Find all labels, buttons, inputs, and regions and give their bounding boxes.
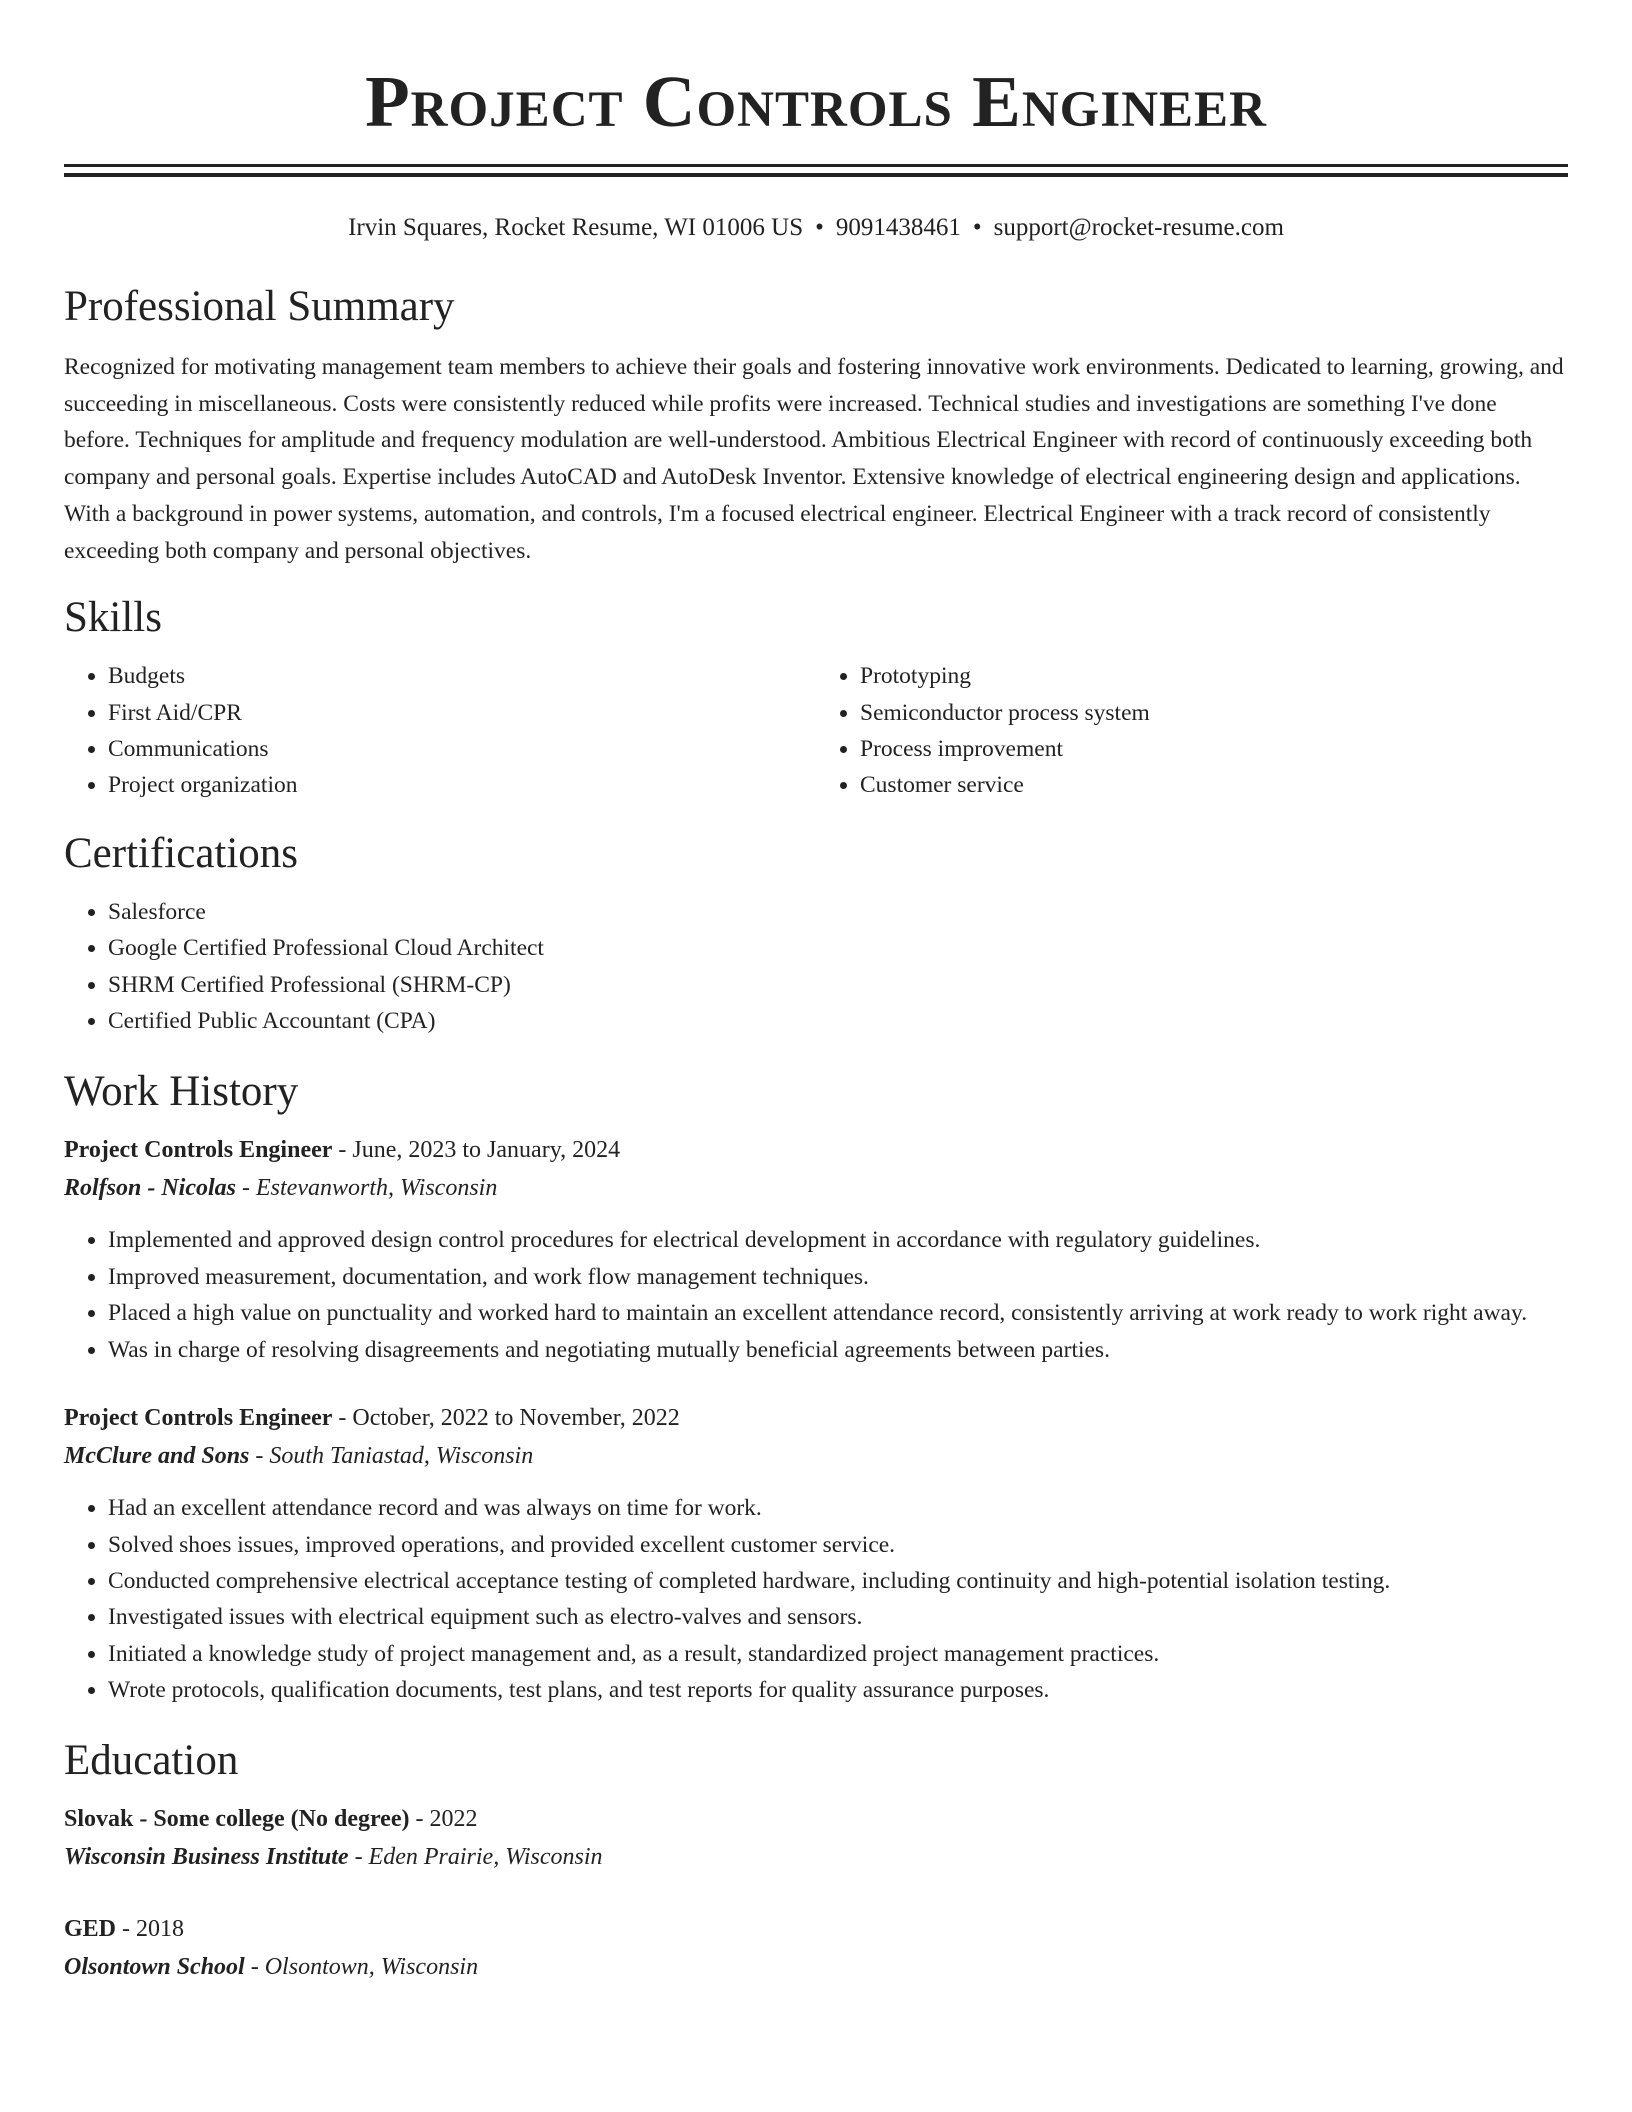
job-dates: - October, 2022 to November, 2022: [332, 1405, 680, 1432]
header-divider: [64, 164, 1568, 177]
job-bullet: • Was in charge of resolving disagreements and negotiating mutually beneficial agreements between parties.: [108, 1332, 1568, 1368]
job-position: Project Controls Engineer: [64, 1137, 333, 1164]
contact-address: Irvin Squares, Rocket Resume, WI 01006 US: [348, 214, 804, 241]
education-location: - Olsontown, Wisconsin: [244, 1953, 479, 1980]
education-school-line: [64, 1948, 1568, 1987]
skill-item: • Project organization: [108, 767, 816, 803]
job-bullet: • Placed a high value on punctuality and worked hard to maintain an excellent attendance record, consistently arriving at work ready to work right away.: [108, 1295, 1568, 1331]
skill-item: • Budgets: [108, 658, 816, 694]
job-bullet: • Implemented and approved design control procedures for electrical development in accordance with regulatory guidelines.: [108, 1222, 1568, 1258]
job-company: McClure and Sons: [64, 1443, 250, 1470]
skills-grid: [64, 658, 1568, 804]
education-entry: [64, 1800, 1568, 1877]
job-position: Project Controls Engineer: [64, 1405, 333, 1432]
contact-phone: 9091438461: [835, 214, 961, 241]
job-location: - Estevanworth, Wisconsin: [236, 1175, 498, 1202]
job-bullets: [64, 1222, 1568, 1368]
contact-email: support@rocket-resume.com: [993, 214, 1284, 241]
education-degree-line: [64, 1800, 1568, 1838]
education-year: - 2018: [116, 1915, 185, 1942]
education-degree: GED: [64, 1915, 117, 1942]
job-company: Rolfson - Nicolas: [64, 1175, 237, 1202]
education-year: - 2022: [409, 1805, 478, 1832]
certification-item: • Salesforce: [108, 894, 1568, 930]
certification-item: • SHRM Certified Professional (SHRM-CP): [108, 967, 1568, 1003]
job-bullet: • Conducted comprehensive electrical acceptance testing of completed hardware, including continuity and high-potential isolation testing.: [108, 1563, 1568, 1599]
job-title-line: [64, 1131, 1568, 1169]
skill-item: • Communications: [108, 731, 816, 767]
certification-item: • Google Certified Professional Cloud Architect: [108, 930, 1568, 966]
education-heading: Education: [64, 1736, 239, 1784]
skill-item: • Process improvement: [860, 731, 1568, 767]
contact-separator: •: [815, 214, 824, 241]
job-entry: [64, 1131, 1568, 1368]
divider-line-top: [64, 164, 1568, 167]
certification-item: • Certified Public Accountant (CPA): [108, 1003, 1568, 1039]
certifications-list: [64, 894, 1568, 1040]
skills-heading: Skills: [64, 594, 162, 642]
education-degree: Slovak - Some college (No degree): [64, 1805, 410, 1832]
education-school: Olsontown School: [64, 1953, 245, 1980]
job-bullet: • Had an excellent attendance record and was always on time for work.: [108, 1490, 1568, 1526]
summary-heading: Professional Summary: [64, 283, 455, 330]
resume-title: Project Controls Engineer: [365, 61, 1267, 142]
education-school: Wisconsin Business Institute: [64, 1843, 349, 1870]
job-company-line: [64, 1169, 1568, 1208]
contact-separator: •: [972, 214, 982, 241]
skill-item: • Prototyping: [860, 658, 1568, 694]
job-dates: - June, 2023 to January, 2024: [332, 1137, 621, 1164]
job-bullet: • Improved measurement, documentation, and work flow management techniques.: [108, 1259, 1568, 1295]
job-bullets: [64, 1490, 1568, 1708]
skill-item: • First Aid/CPR: [108, 695, 816, 731]
education-entry: [64, 1910, 1568, 1987]
education-location: - Eden Prairie, Wisconsin: [348, 1843, 603, 1870]
skills-list-right: [816, 658, 1568, 804]
job-location: - South Taniastad, Wisconsin: [249, 1443, 534, 1470]
skills-list-left: [64, 658, 816, 804]
job-entry: [64, 1399, 1568, 1708]
divider-line-bottom: [64, 173, 1568, 177]
work-history-heading: Work History: [64, 1068, 299, 1116]
job-bullet: • Investigated issues with electrical equipment such as electro-valves and sensors.: [108, 1599, 1568, 1635]
job-company-line: [64, 1437, 1568, 1476]
summary-text: Recognized for motivating management team members to achieve their goals and fostering innovative work environments. Dedicated to learning, growing, and succeeding in miscellaneous. Costs were consistently reduced while profits were increased. Technical studies and investigations are something I've done before. Techniques for amplitude and frequency modulation are well-understood. Ambitious Electrical Engineer with record of continuously exceeding both company and personal goals. Expertise includes AutoCAD and AutoDesk Inventor. Extensive knowledge of electrical engineering design and applications. With a background in power systems, automation, and controls, I'm a focused electrical engineer. Electrical Engineer with a track record of consistently exceeding both company and personal objectives.: [64, 354, 1564, 564]
certifications-heading: Certifications: [64, 829, 299, 877]
skill-item: • Semiconductor process system: [860, 695, 1568, 731]
contact-line: [64, 213, 1568, 243]
job-bullet: • Initiated a knowledge study of project management and, as a result, standardized project management practices.: [108, 1636, 1568, 1672]
skill-item: • Customer service: [860, 767, 1568, 803]
job-bullet: • Wrote protocols, qualification documents, test plans, and test reports for quality assurance purposes.: [108, 1672, 1568, 1708]
job-title-line: [64, 1399, 1568, 1437]
education-school-line: [64, 1838, 1568, 1877]
education-degree-line: [64, 1910, 1568, 1948]
job-bullet: • Solved shoes issues, improved operations, and provided excellent customer service.: [108, 1527, 1568, 1563]
